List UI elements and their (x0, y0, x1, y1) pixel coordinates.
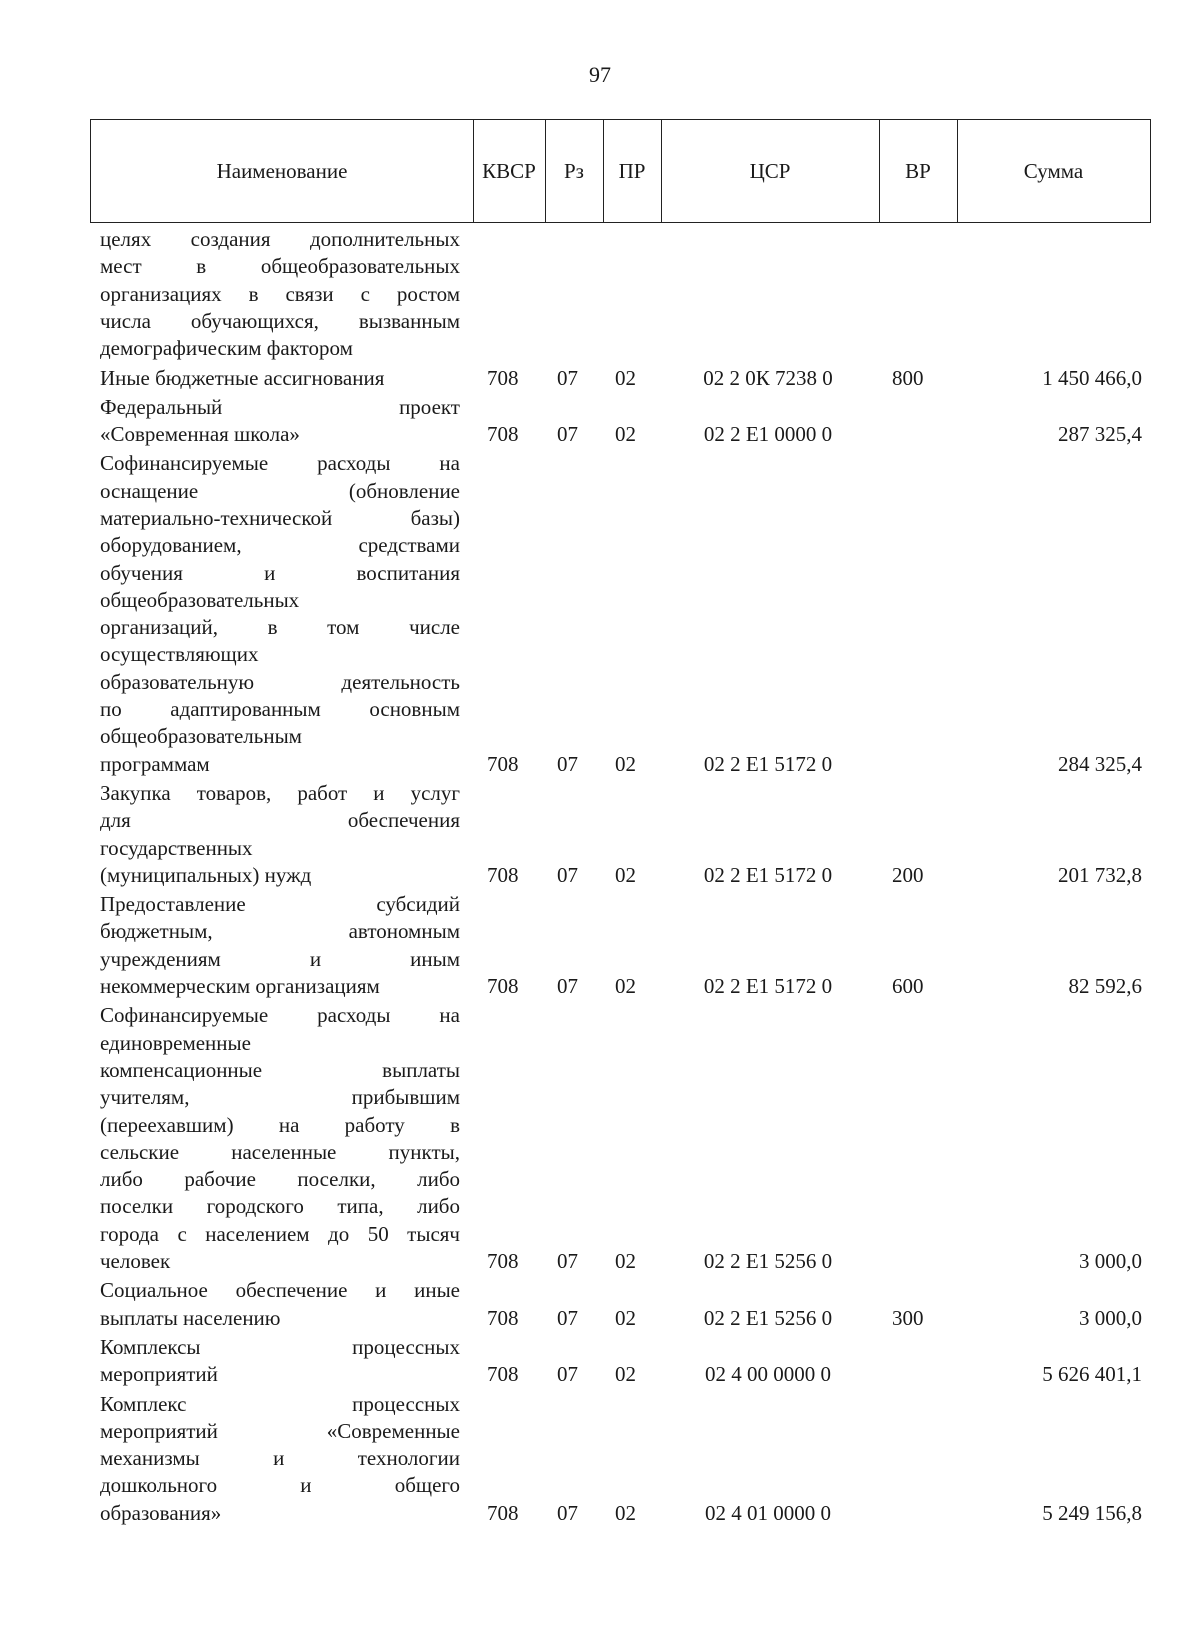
cell-rz: 07 (557, 422, 578, 447)
row-name (100, 365, 460, 392)
page-number: 97 (589, 62, 611, 87)
row-name-line: компенсационные выплаты (100, 1057, 460, 1082)
row-name-line: материально-технической базы) (100, 505, 460, 530)
header-kvsr: КВСР (482, 158, 536, 183)
cell-rz: 07 (557, 751, 578, 776)
cell-kvsr: 708 (487, 1362, 519, 1387)
row-name-line: демографическим фактором (100, 336, 353, 361)
row-name (100, 780, 460, 889)
row-name-line: дошкольного и общего (100, 1473, 460, 1498)
cell-sum: 3 000,0 (1079, 1249, 1142, 1274)
row-name-line: Иные бюджетные ассигнования (100, 365, 385, 390)
row-name-line: общеобразовательным (100, 724, 302, 749)
cell-sum: 201 732,8 (1058, 862, 1142, 887)
cell-rz: 07 (557, 1362, 578, 1387)
row-name-line: учреждениям и иным (100, 946, 460, 971)
row-name-line: поселки городского типа, либо (100, 1194, 460, 1219)
row-name (100, 394, 460, 449)
cell-csr: 02 2 Е1 5172 0 (703, 974, 833, 999)
cell-rz: 07 (557, 1305, 578, 1330)
row-name-line: «Современная школа» (100, 422, 300, 447)
row-name-line: Софинансируемые расходы на (100, 1003, 460, 1028)
cell-pr: 02 (615, 365, 636, 390)
cell-sum: 287 325,4 (1058, 422, 1142, 447)
cell-vr: 200 (892, 862, 924, 887)
row-name-line: либо рабочие поселки, либо (100, 1167, 460, 1192)
cell-kvsr: 708 (487, 1249, 519, 1274)
row-name-line: оборудованием, средствами (100, 533, 460, 558)
cell-rz: 07 (557, 862, 578, 887)
cell-kvsr: 708 (487, 974, 519, 999)
row-name-line: некоммерческим организациям (100, 974, 380, 999)
row-name-line: (переехавшим) на работу в (100, 1112, 460, 1137)
cell-vr: 600 (892, 974, 924, 999)
row-name-line: общеобразовательных (100, 587, 300, 612)
row-name-line: мероприятий «Современные (100, 1418, 460, 1443)
cell-rz: 07 (557, 1500, 578, 1525)
row-name (100, 1277, 460, 1332)
cell-vr: 800 (892, 365, 924, 390)
cell-sum: 1 450 466,0 (1042, 365, 1142, 390)
cell-kvsr: 708 (487, 862, 519, 887)
row-name-line: (муниципальных) нужд (100, 862, 312, 887)
header-rz: Рз (564, 158, 584, 183)
cell-rz: 07 (557, 365, 578, 390)
row-name-line: Закупка товаров, работ и услуг (100, 781, 460, 805)
row-name-line: единовременные (100, 1030, 251, 1055)
cell-pr: 02 (615, 1500, 636, 1525)
row-name (100, 1391, 460, 1527)
row-name (100, 226, 460, 362)
cell-pr: 02 (615, 1362, 636, 1387)
row-name-line: мест в общеобразовательных (100, 254, 460, 279)
cell-csr: 02 2 Е1 5172 0 (703, 751, 833, 776)
cell-pr: 02 (615, 1249, 636, 1274)
cell-kvsr: 708 (487, 422, 519, 447)
cell-kvsr: 708 (487, 1500, 519, 1525)
row-name-line: целях создания дополнительных (100, 227, 460, 251)
cell-csr: 02 2 Е1 5256 0 (703, 1305, 833, 1330)
row-name (100, 1334, 460, 1389)
cell-sum: 5 249 156,8 (1042, 1500, 1142, 1525)
row-name-line: Комплекс процессных (100, 1391, 460, 1416)
row-name-line: Социальное обеспечение и иные (100, 1278, 460, 1303)
header-csr: ЦСР (749, 158, 791, 183)
row-name-line: для обеспечения (100, 808, 460, 833)
cell-sum: 284 325,4 (1058, 751, 1142, 776)
row-name-line: Федеральный проект (100, 394, 460, 419)
cell-csr: 02 2 Е1 5256 0 (703, 1249, 833, 1274)
cell-kvsr: 708 (487, 1305, 519, 1330)
table-header (90, 119, 1151, 223)
cell-csr: 02 2 0К 7238 0 (703, 365, 833, 390)
row-name (100, 891, 460, 1000)
cell-kvsr: 708 (487, 751, 519, 776)
row-name-line: выплаты населению (100, 1305, 281, 1330)
header-pr: ПР (618, 158, 646, 183)
cell-pr: 02 (615, 974, 636, 999)
row-name-line: бюджетным, автономным (100, 919, 460, 944)
row-name-line: осуществляющих (100, 642, 259, 667)
row-name-line: мероприятий (100, 1362, 218, 1387)
row-name (100, 450, 460, 778)
header-sum: Сумма (1023, 158, 1084, 183)
row-name-line: обучения и воспитания (100, 560, 460, 585)
cell-pr: 02 (615, 422, 636, 447)
cell-csr: 02 2 Е1 5172 0 (703, 862, 833, 887)
row-name (100, 1002, 460, 1275)
cell-csr: 02 4 00 0000 0 (705, 1362, 831, 1387)
cell-pr: 02 (615, 862, 636, 887)
cell-rz: 07 (557, 974, 578, 999)
cell-sum: 82 592,6 (1068, 974, 1142, 999)
row-name-line: учителям, прибывшим (100, 1085, 460, 1110)
row-name-line: Софинансируемые расходы на (100, 451, 460, 476)
row-name-line: оснащение (обновление (100, 478, 460, 503)
cell-pr: 02 (615, 1305, 636, 1330)
cell-pr: 02 (615, 751, 636, 776)
row-name-line: Предоставление субсидий (100, 892, 460, 917)
cell-sum: 5 626 401,1 (1042, 1362, 1142, 1387)
header-vr: ВР (905, 158, 931, 183)
row-name-line: организациях в связи с ростом (100, 281, 460, 306)
row-name-line: механизмы и технологии (100, 1446, 460, 1471)
cell-rz: 07 (557, 1249, 578, 1274)
row-name-line: по адаптированным основным (100, 697, 460, 722)
row-name-line: города с населением до 50 тысяч (100, 1221, 460, 1246)
row-name-line: человек (100, 1249, 171, 1274)
cell-csr: 02 2 Е1 0000 0 (703, 422, 833, 447)
row-name-line: организаций, в том числе (100, 615, 460, 640)
row-name-line: программам (100, 751, 210, 776)
row-name-line: сельские населенные пункты, (100, 1139, 460, 1164)
row-name-line: образовательную деятельность (100, 669, 460, 694)
header-name: Наименование (216, 158, 348, 183)
cell-sum: 3 000,0 (1079, 1305, 1142, 1330)
row-name-line: государственных (100, 835, 253, 860)
row-name-line: числа обучающихся, вызванным (100, 308, 460, 333)
row-name-line: образования» (100, 1500, 222, 1525)
cell-vr: 300 (892, 1305, 924, 1330)
row-name-line: Комплексы процессных (100, 1335, 460, 1359)
cell-kvsr: 708 (487, 365, 519, 390)
cell-csr: 02 4 01 0000 0 (705, 1500, 831, 1525)
